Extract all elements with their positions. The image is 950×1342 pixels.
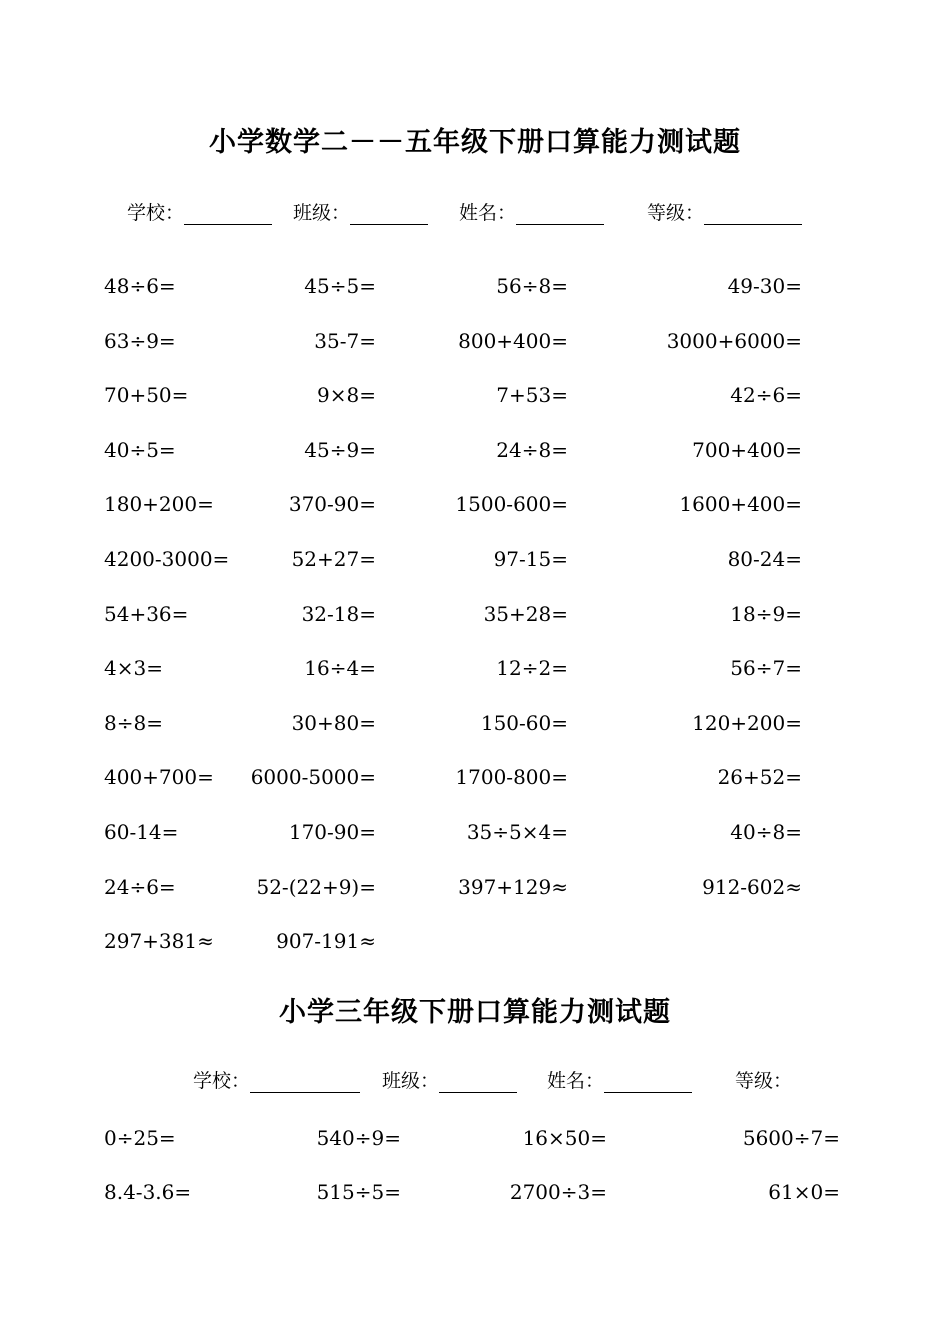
problem-item: 49-30= [727, 274, 802, 298]
problem-item: 97-15= [493, 547, 568, 571]
problem-item: 35÷5×4= [466, 820, 568, 844]
problem-item: 170-90= [288, 820, 376, 844]
problem-item: 540÷9= [316, 1126, 401, 1150]
problem-item: 2700÷3= [509, 1180, 607, 1204]
problem-item: 800+400= [458, 328, 568, 353]
grade-blank[interactable] [704, 202, 802, 225]
problem-item: 515÷5= [316, 1180, 401, 1204]
problem-item: 1700-800= [455, 765, 568, 790]
problem-item: 297+381≈ [104, 929, 214, 954]
grade-label: 等级： [735, 1070, 793, 1092]
problem-item: 7+53= [496, 383, 568, 408]
name-blank[interactable] [516, 202, 604, 225]
problem-item: 9×8= [317, 383, 376, 408]
problem-item: 700+400= [692, 437, 802, 462]
problem-item: 52-(22+9)= [256, 874, 376, 899]
school-blank[interactable] [184, 202, 272, 225]
problem-item: 60-14= [104, 820, 179, 844]
problem-item: 30+80= [291, 710, 376, 735]
problem-item: 1600+400= [679, 492, 802, 517]
section2-title: 小学三年级下册口算能力测试题 [279, 997, 671, 1028]
problem-item: 400+700= [104, 765, 214, 790]
problem-item: 61×0= [768, 1180, 840, 1204]
problem-item: 3000+6000= [666, 328, 802, 353]
class-label: 班级： [382, 1070, 440, 1092]
problem-item: 18÷9= [730, 601, 802, 626]
problem-item: 912-602≈ [702, 874, 802, 899]
problem-item: 54+36= [104, 601, 189, 626]
problem-item: 24÷8= [496, 437, 568, 462]
school-blank[interactable] [250, 1070, 360, 1093]
problem-item: 35+28= [483, 601, 568, 626]
class-blank[interactable] [439, 1070, 517, 1093]
problem-item: 32-18= [301, 601, 376, 626]
problem-item: 42÷6= [730, 383, 802, 408]
problem-item: 40÷8= [730, 820, 802, 844]
problem-item: 40÷5= [104, 437, 176, 462]
problem-item: 8÷8= [104, 710, 163, 735]
section1-school-field[interactable] [127, 198, 272, 222]
problem-item: 1500-600= [455, 492, 568, 517]
problem-item: 0÷25= [104, 1126, 176, 1150]
problem-item: 48÷6= [104, 274, 176, 298]
problem-item: 16×50= [522, 1126, 607, 1150]
name-label: 姓名： [459, 202, 517, 224]
problem-item: 56÷8= [496, 274, 568, 298]
problem-item: 120+200= [692, 710, 802, 735]
section1-title: 小学数学二－－五年级下册口算能力测试题 [209, 127, 741, 158]
section1-grade-field[interactable] [647, 198, 802, 222]
problem-item: 16÷4= [304, 656, 376, 681]
problem-item: 52+27= [291, 547, 376, 571]
problem-item: 26+52= [717, 765, 802, 790]
school-label: 学校： [193, 1070, 251, 1092]
name-blank[interactable] [604, 1070, 692, 1093]
school-label: 学校： [127, 202, 185, 224]
problem-item: 80-24= [727, 547, 802, 571]
section1-name-field[interactable] [459, 198, 604, 222]
problem-item: 45÷9= [304, 437, 376, 462]
problem-item: 150-60= [480, 710, 568, 735]
problem-item: 35-7= [314, 328, 376, 353]
problem-item: 70+50= [104, 383, 189, 408]
section2-name-field[interactable] [547, 1066, 692, 1090]
problem-item: 12÷2= [496, 656, 568, 681]
problem-item: 397+129≈ [458, 874, 568, 899]
problem-item: 56÷7= [730, 656, 802, 681]
class-label: 班级： [293, 202, 351, 224]
problem-item: 180+200= [104, 492, 214, 517]
problem-item: 5600÷7= [742, 1126, 840, 1150]
problem-item: 907-191≈ [276, 929, 376, 954]
name-label: 姓名： [547, 1070, 605, 1092]
section2-grade-field[interactable] [735, 1066, 792, 1090]
problem-item: 370-90= [288, 492, 376, 517]
section2-school-field[interactable] [193, 1066, 360, 1090]
problem-item: 63÷9= [104, 328, 176, 353]
problem-item: 45÷5= [304, 274, 376, 298]
section2-class-field[interactable] [382, 1066, 517, 1090]
problem-item: 8.4-3.6= [104, 1180, 192, 1204]
problem-item: 24÷6= [104, 874, 176, 899]
class-blank[interactable] [350, 202, 428, 225]
problem-item: 4×3= [104, 656, 163, 681]
grade-label: 等级： [647, 202, 705, 224]
section1-class-field[interactable] [293, 198, 428, 222]
problem-item: 4200-3000= [104, 547, 230, 571]
problem-item: 6000-5000= [250, 765, 376, 790]
